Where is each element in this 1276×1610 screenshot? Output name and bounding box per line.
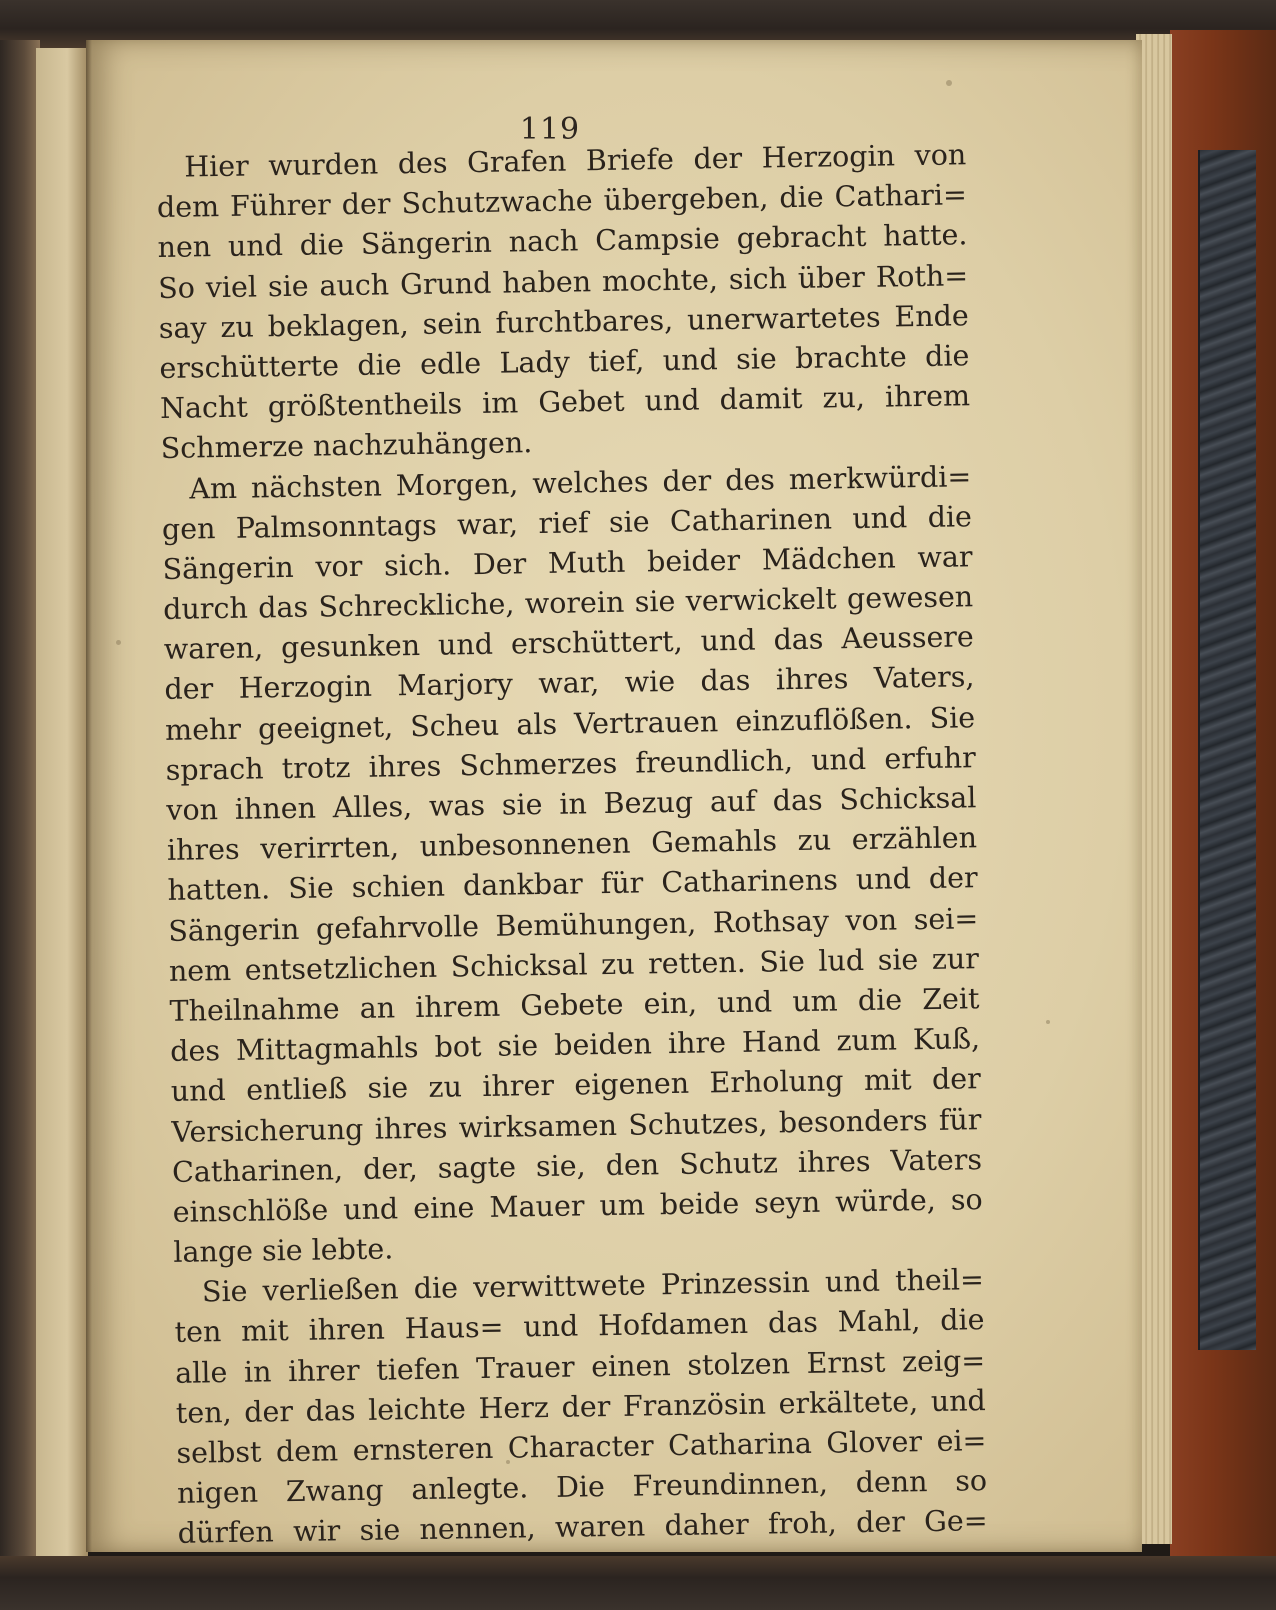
text-line: nigen Zwang anlegte. Die Freundinnen, denn so [176,1464,988,1511]
text-line: Nacht größtentheils im Gebet und damit zu, ihrem [159,379,971,426]
text-line: erschütterte die edle Lady tief, und sie brachte die [159,339,970,385]
text-line: Versicherung ihres wirksamen Schutzes, besonders für [171,1102,982,1149]
paper-speck [1046,1020,1050,1024]
text-line: durch das Schreckliche, worein sie verwickelt gewesen [162,580,974,627]
text-line: des Mittagmahls bot sie beiden ihre Hand zum Kuß, [169,1022,981,1069]
page-gutter-shadow [86,40,92,1552]
text-line: ten, der das leichte Herz der Französin erkältete, und [175,1383,987,1430]
text-line: dürfen wir sie nennen, waren daher froh, der Ge= [177,1504,988,1551]
facing-page-edge [36,48,88,1558]
text-line: Schmerze nachzuhängen. [160,426,533,466]
text-line: sprach trotz ihres Schmerzes freundlich, und erfuhr [165,741,976,787]
text-line: Am nächsten Morgen, welches der des merkwürdi= [189,459,972,506]
text-line: nen und die Sängerin nach Campsie gebracht hatte. [157,218,968,265]
text-line: ten mit ihren Haus= und Hofdamen das Mahl, die [174,1303,985,1350]
text-line: Hier wurden des Grafen Briefe der Herzogin von [184,138,967,184]
text-line: waren, gesunken und erschüttert, und das Aeussere [163,620,975,667]
text-line: alle in ihrer tiefen Trauer einen stolzen Ernst zeig= [174,1343,986,1390]
marbled-endpaper [1198,150,1256,1350]
text-line: Sängerin gefahrvolle Bemühungen, Rothsay von sei= [168,901,979,948]
book-cover-bottom [0,1556,1276,1610]
page-text [156,135,988,1554]
book-cover-left [0,40,40,1570]
text-line: einschlöße und eine Mauer um beide seyn würde, so [172,1183,983,1229]
paper-speck [116,640,121,645]
page-number: 119 [519,112,581,147]
paper-speck [946,80,952,86]
text-line: say zu beklagen, sein furchtbares, unerwartetes Ende [158,299,969,345]
text-line: hatten. Sie schien dankbar für Catharinens und der [167,861,978,908]
text-line: Catharinen, der, sagte sie, den Schutz ihres Vaters [171,1142,983,1189]
text-line: nem entsetzlichen Schicksal zu retten. Sie lud sie zur [168,941,980,988]
text-line: gen Palmsonntags war, rief sie Catharinen und die [161,499,973,546]
text-line: ihres verirrten, unbesonnenen Gemahls zu erzählen [166,821,978,868]
text-line: lange sie lebte. [173,1232,394,1269]
text-line: Theilnahme an ihrem Gebete ein, und um die Zeit [169,982,980,1028]
text-line: Sängerin vor sich. Der Muth beider Mädchen war [162,540,973,586]
text-line: von ihnen Alles, was sie in Bezug auf das Schicksal [166,781,977,827]
text-line: der Herzogin Marjory war, wie das ihres Vaters, [164,660,975,707]
text-line: So viel sie auch Grund haben mochte, sich über Roth= [157,258,969,305]
text-line: Sie verließen die verwittwete Prinzessin und theil= [201,1263,985,1309]
text-line: dem Führer der Schutzwache übergeben, die Cathari= [156,178,968,225]
text-line: selbst dem ernsteren Character Catharina Glover ei= [176,1424,987,1470]
text-line: und entließ sie zu ihrer eigenen Erholung mit der [170,1062,981,1109]
text-line: mehr geeignet, Scheu als Vertrauen einzuflößen. Sie [164,700,976,747]
